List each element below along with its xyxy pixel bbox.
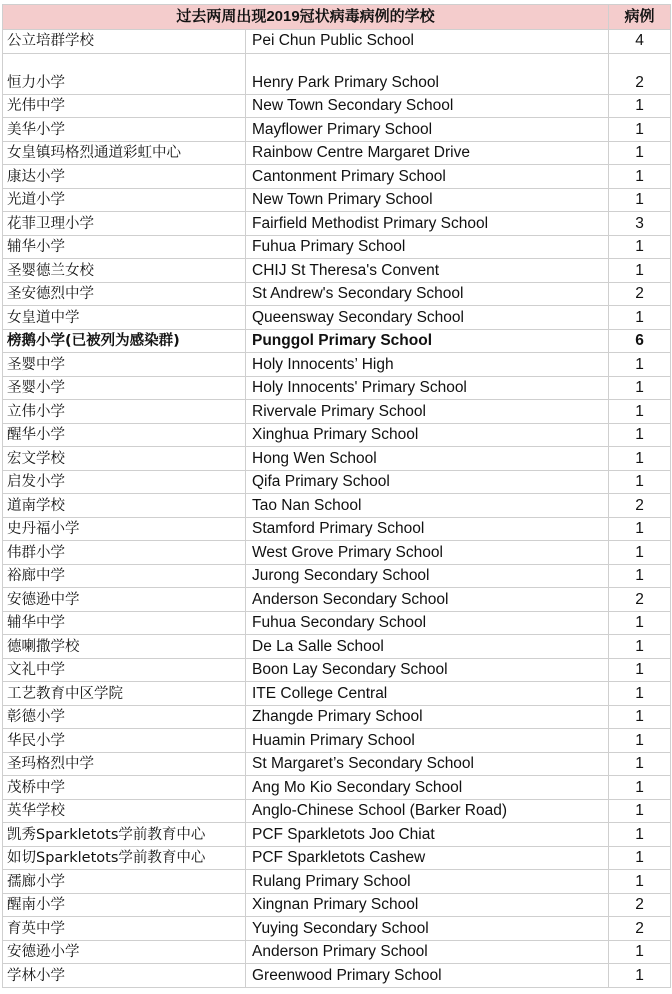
school-name-chinese: 凯秀Sparkletots学前教育中心 xyxy=(3,823,246,847)
school-name-english: PCF Sparkletots Joo Chiat xyxy=(246,823,609,847)
school-name-chinese: 辅华小学 xyxy=(3,235,246,259)
table-row xyxy=(3,306,671,330)
table-row xyxy=(3,564,671,588)
school-name-chinese: 道南学校 xyxy=(3,494,246,518)
case-count: 1 xyxy=(609,799,671,823)
school-name-english: Jurong Secondary School xyxy=(246,564,609,588)
school-name-chinese: 圣婴中学 xyxy=(3,353,246,377)
school-name-english: Anderson Secondary School xyxy=(246,588,609,612)
table-row xyxy=(3,705,671,729)
school-name-chinese: 彰德小学 xyxy=(3,705,246,729)
case-count: 1 xyxy=(609,353,671,377)
case-count: 1 xyxy=(609,940,671,964)
case-count: 2 xyxy=(609,53,671,94)
case-count: 1 xyxy=(609,776,671,800)
table-row xyxy=(3,188,671,212)
school-name-english: Queensway Secondary School xyxy=(246,306,609,330)
school-name-english: Tao Nan School xyxy=(246,494,609,518)
school-name-chinese: 伟群小学 xyxy=(3,541,246,565)
school-name-english: Rulang Primary School xyxy=(246,870,609,894)
school-name-chinese: 圣婴德兰女校 xyxy=(3,259,246,283)
school-name-chinese: 榜鹅小学(已被列为感染群) xyxy=(3,329,246,353)
case-count: 2 xyxy=(609,893,671,917)
table-row xyxy=(3,517,671,541)
table-title: 过去两周出现2019冠状病毒病例的学校 xyxy=(3,5,609,30)
school-name-chinese: 华民小学 xyxy=(3,729,246,753)
school-name-english: Stamford Primary School xyxy=(246,517,609,541)
table-row xyxy=(3,776,671,800)
case-count: 1 xyxy=(609,235,671,259)
table-row xyxy=(3,259,671,283)
table-row xyxy=(3,541,671,565)
school-name-english: New Town Primary School xyxy=(246,188,609,212)
school-name-english: St Andrew's Secondary School xyxy=(246,282,609,306)
school-name-english: Holy Innocents’ High xyxy=(246,353,609,377)
school-name-chinese: 如切Sparkletots学前教育中心 xyxy=(3,846,246,870)
school-name-english: Henry Park Primary School xyxy=(246,53,609,94)
case-count: 4 xyxy=(609,30,671,54)
school-name-english: Xinghua Primary School xyxy=(246,423,609,447)
school-name-chinese: 公立培群学校 xyxy=(3,30,246,54)
case-count: 1 xyxy=(609,682,671,706)
case-count: 3 xyxy=(609,212,671,236)
school-name-chinese: 裕廊中学 xyxy=(3,564,246,588)
table-row xyxy=(3,282,671,306)
school-name-chinese: 女皇镇玛格烈通道彩虹中心 xyxy=(3,141,246,165)
table-row xyxy=(3,235,671,259)
table-row xyxy=(3,682,671,706)
case-count: 1 xyxy=(609,611,671,635)
school-name-english: Fuhua Primary School xyxy=(246,235,609,259)
table-row xyxy=(3,729,671,753)
case-count: 1 xyxy=(609,541,671,565)
case-count: 1 xyxy=(609,165,671,189)
case-count: 1 xyxy=(609,564,671,588)
table-row xyxy=(3,447,671,471)
table-row xyxy=(3,893,671,917)
school-name-chinese: 安德逊中学 xyxy=(3,588,246,612)
school-name-english: Boon Lay Secondary School xyxy=(246,658,609,682)
school-name-chinese: 工艺教育中区学院 xyxy=(3,682,246,706)
school-name-english: Xingnan Primary School xyxy=(246,893,609,917)
table-row xyxy=(3,423,671,447)
case-count: 1 xyxy=(609,658,671,682)
school-name-english: CHIJ St Theresa's Convent xyxy=(246,259,609,283)
school-name-chinese: 醒南小学 xyxy=(3,893,246,917)
school-name-english: Pei Chun Public School xyxy=(246,30,609,54)
table-row xyxy=(3,588,671,612)
table-header-row xyxy=(3,5,671,30)
case-count: 2 xyxy=(609,917,671,941)
school-name-english: Fuhua Secondary School xyxy=(246,611,609,635)
case-count: 1 xyxy=(609,729,671,753)
school-name-chinese: 文礼中学 xyxy=(3,658,246,682)
table-row xyxy=(3,141,671,165)
case-count: 1 xyxy=(609,635,671,659)
case-count: 1 xyxy=(609,447,671,471)
table-row xyxy=(3,917,671,941)
school-name-english: PCF Sparkletots Cashew xyxy=(246,846,609,870)
school-name-chinese: 孺廊小学 xyxy=(3,870,246,894)
table-row xyxy=(3,635,671,659)
case-count: 2 xyxy=(609,282,671,306)
case-count: 1 xyxy=(609,423,671,447)
school-name-chinese: 圣玛格烈中学 xyxy=(3,752,246,776)
school-name-english: Anglo-Chinese School (Barker Road) xyxy=(246,799,609,823)
school-name-english: Cantonment Primary School xyxy=(246,165,609,189)
school-name-chinese: 光道小学 xyxy=(3,188,246,212)
school-name-chinese: 康达小学 xyxy=(3,165,246,189)
school-name-chinese: 学林小学 xyxy=(3,964,246,988)
case-count: 1 xyxy=(609,517,671,541)
school-name-chinese: 光伟中学 xyxy=(3,94,246,118)
table-row xyxy=(3,400,671,424)
school-name-chinese: 立伟小学 xyxy=(3,400,246,424)
table-row xyxy=(3,30,671,54)
case-count: 1 xyxy=(609,259,671,283)
table-row xyxy=(3,329,671,353)
school-name-english: Zhangde Primary School xyxy=(246,705,609,729)
school-name-english: Holy Innocents' Primary School xyxy=(246,376,609,400)
case-count: 1 xyxy=(609,376,671,400)
school-name-chinese: 圣婴小学 xyxy=(3,376,246,400)
school-name-chinese: 圣安德烈中学 xyxy=(3,282,246,306)
school-name-chinese: 辅华中学 xyxy=(3,611,246,635)
table-row xyxy=(3,964,671,988)
table-row xyxy=(3,353,671,377)
case-count: 1 xyxy=(609,306,671,330)
school-name-english: Yuying Secondary School xyxy=(246,917,609,941)
school-name-english: De La Salle School xyxy=(246,635,609,659)
school-name-chinese: 英华学校 xyxy=(3,799,246,823)
case-count: 1 xyxy=(609,470,671,494)
school-name-english: Anderson Primary School xyxy=(246,940,609,964)
school-name-chinese: 茂桥中学 xyxy=(3,776,246,800)
table-row xyxy=(3,470,671,494)
case-count: 1 xyxy=(609,141,671,165)
case-count: 1 xyxy=(609,188,671,212)
school-name-chinese: 安德逊小学 xyxy=(3,940,246,964)
table-body xyxy=(3,30,671,988)
table-row xyxy=(3,53,671,94)
table-row xyxy=(3,823,671,847)
school-name-english: Rivervale Primary School xyxy=(246,400,609,424)
school-name-chinese: 花菲卫理小学 xyxy=(3,212,246,236)
table-row xyxy=(3,870,671,894)
school-name-english: Mayflower Primary School xyxy=(246,118,609,142)
school-name-chinese: 美华小学 xyxy=(3,118,246,142)
case-count: 1 xyxy=(609,705,671,729)
school-name-english: Hong Wen School xyxy=(246,447,609,471)
school-name-english: Rainbow Centre Margaret Drive xyxy=(246,141,609,165)
school-name-chinese: 女皇道中学 xyxy=(3,306,246,330)
count-column-header: 病例 xyxy=(609,5,671,30)
table-row xyxy=(3,494,671,518)
case-count: 1 xyxy=(609,823,671,847)
table-row xyxy=(3,658,671,682)
school-name-english: ITE College Central xyxy=(246,682,609,706)
case-count: 1 xyxy=(609,752,671,776)
table-row xyxy=(3,212,671,236)
school-name-english: Fairfield Methodist Primary School xyxy=(246,212,609,236)
school-name-english: Punggol Primary School xyxy=(246,329,609,353)
case-count: 1 xyxy=(609,94,671,118)
table-row xyxy=(3,94,671,118)
case-count: 2 xyxy=(609,588,671,612)
school-name-chinese: 育英中学 xyxy=(3,917,246,941)
table-row xyxy=(3,752,671,776)
school-name-chinese: 宏文学校 xyxy=(3,447,246,471)
table-row xyxy=(3,799,671,823)
case-count: 2 xyxy=(609,494,671,518)
case-count: 6 xyxy=(609,329,671,353)
school-name-chinese: 史丹福小学 xyxy=(3,517,246,541)
case-count: 1 xyxy=(609,870,671,894)
school-name-chinese: 德喇撒学校 xyxy=(3,635,246,659)
case-count: 1 xyxy=(609,964,671,988)
table-row xyxy=(3,940,671,964)
school-name-chinese: 恒力小学 xyxy=(3,53,246,94)
school-name-english: Huamin Primary School xyxy=(246,729,609,753)
school-name-english: West Grove Primary School xyxy=(246,541,609,565)
school-name-english: New Town Secondary School xyxy=(246,94,609,118)
school-name-chinese: 醒华小学 xyxy=(3,423,246,447)
schools-case-table xyxy=(2,4,671,988)
case-count: 1 xyxy=(609,846,671,870)
school-name-chinese: 启发小学 xyxy=(3,470,246,494)
table-row xyxy=(3,376,671,400)
school-name-english: Ang Mo Kio Secondary School xyxy=(246,776,609,800)
table-row xyxy=(3,118,671,142)
school-name-english: St Margaret’s Secondary School xyxy=(246,752,609,776)
school-name-english: Greenwood Primary School xyxy=(246,964,609,988)
case-count: 1 xyxy=(609,400,671,424)
table-row xyxy=(3,165,671,189)
case-count: 1 xyxy=(609,118,671,142)
table-row xyxy=(3,846,671,870)
school-name-english: Qifa Primary School xyxy=(246,470,609,494)
table-row xyxy=(3,611,671,635)
